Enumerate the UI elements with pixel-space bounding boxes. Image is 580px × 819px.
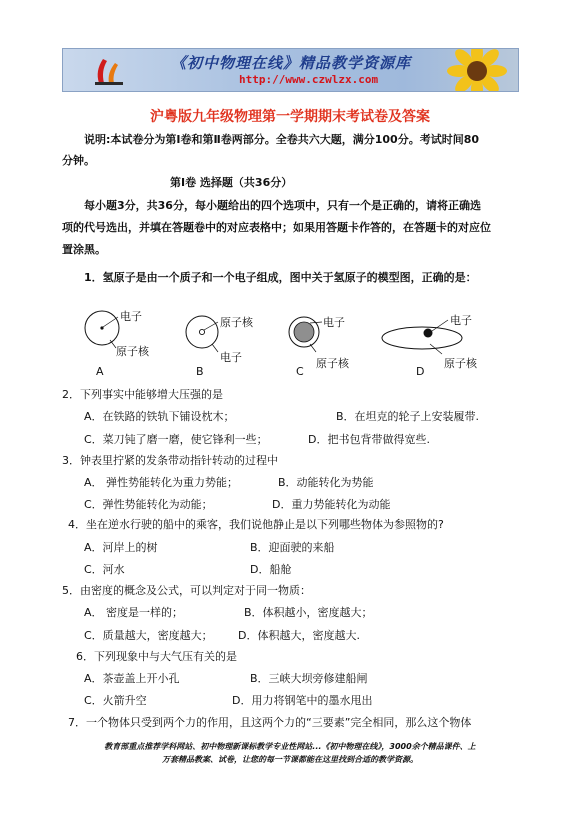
question-1: 1．氢原子是由一个质子和一个电子组成，图中关于氢原子的模型图，正确的是： [84,271,477,284]
q4-option-b: B．迎面驶的来船 [250,541,335,554]
section-instruction-2: 项的代号选出，并填在答题卷中的对应表格中；如果用答题卡作答的，在答题卡的对应位 [62,221,491,234]
diagram-b-orbit [186,316,218,348]
sunflower-icon [442,48,512,92]
q4-option-c: C．河水 [84,563,125,576]
q2-option-c: C．菜刀钝了磨一磨，使它锋利一些； [84,433,268,446]
q6-option-b: B．三峡大坝旁修建船闸 [250,672,368,685]
intro-line-1: 说明:本试卷分为第Ⅰ卷和第Ⅱ卷两部分。全卷共六大题，满分100分。考试时间80 [84,133,480,146]
diagram-d-core [424,329,433,338]
q5-option-d: D．体积越大，密度越大. [238,629,360,642]
intro-line-2: 分钟。 [62,154,95,167]
q2-option-a: A．在铁路的铁轨下铺设枕木； [84,410,235,423]
q2-option-b: B．在坦克的轮子上安装履带. [336,410,480,423]
diagram-c-core [294,322,314,342]
section-heading: 第Ⅰ卷 选择题（共36分） [170,176,293,189]
q4-option-d: D．船舱 [250,563,292,576]
question-5: 5．由密度的概念及公式，可以判定对于同一物质： [62,584,311,597]
q3-option-c: C．弹性势能转化为动能； [84,498,213,511]
question-7: 7．一个物体只受到两个力的作用，且这两个力的“三要素”完全相同，那么这个物体 [68,716,472,729]
banner-url[interactable]: http://www.czwlzx.com [239,73,379,86]
section-instruction-1: 每小题3分，共36分，每小题给出的四个选项中，只有一个是正确的，请将正确选 [84,199,481,212]
diagram-b-letter: B [196,365,204,378]
diagram-d-electron-label: 电子 [450,314,472,327]
footer-line-2: 万套精品教案、试卷，让您的每一节课都能在这里找到合适的教学资源。 [162,755,418,764]
diagram-c-letter: C [296,365,304,378]
diagram-c-nucleus-label: 原子核 [316,357,349,370]
q3-option-b: B．动能转化为势能 [278,476,374,489]
diagram-d-nucleus-label: 原子核 [444,357,477,370]
q6-option-d: D．用力将钢笔中的墨水甩出 [232,694,373,707]
q6-option-c: C．火箭升空 [84,694,147,707]
diagram-d-letter: D [416,365,425,378]
question-3: 3．钟表里拧紧的发条带动指针转动的过程中 [62,454,278,467]
q4-option-a: A．河岸上的树 [84,541,158,554]
diagram-b-electron-label: 电子 [220,351,242,364]
q3-option-d: D．重力势能转化为动能 [272,498,391,511]
q3-option-a: A． 弹性势能转化为重力势能； [84,476,239,489]
footer-ad [0,740,580,766]
question-4: 4．坐在逆水行驶的船中的乘客，我们说他静止是以下列哪些物体为参照物的? [68,518,444,531]
q6-option-a: A．茶壶盖上开小孔 [84,672,180,685]
q5-option-b: B．体积越小，密度越大； [244,606,373,619]
diagram-d-orbit [382,327,462,349]
document-title: 沪粤版九年级物理第一学期期末考试卷及答案 [150,109,430,125]
diagram-c-electron-label: 电子 [323,316,345,329]
banner-title: 《初中物理在线》精品教学资源库 [171,54,412,72]
diagram-a-letter: A [96,365,104,378]
logo-icon [91,53,131,87]
q5-option-c: C．质量越大，密度越大； [84,629,213,642]
diagram-b-nucleus [199,329,204,334]
section-instruction-3: 置涂黑。 [62,243,106,256]
q5-option-a: A． 密度是一样的； [84,606,184,619]
question-2: 2．下列事实中能够增大压强的是 [62,388,223,401]
header-banner [62,48,519,92]
q2-option-d: D．把书包背带做得宽些. [308,433,430,446]
diagram-b-nucleus-label: 原子核 [220,316,253,329]
diagram-a-nucleus-label: 原子核 [116,345,149,358]
question-6: 6．下列现象中与大气压有关的是 [76,650,237,663]
diagram-a-electron-label: 电子 [120,310,142,323]
footer-line-1: 教育部重点推荐学科网站、初中物理新课标教学专业性网站...《初中物理在线》，3000余个精品课件、上 [104,742,476,751]
